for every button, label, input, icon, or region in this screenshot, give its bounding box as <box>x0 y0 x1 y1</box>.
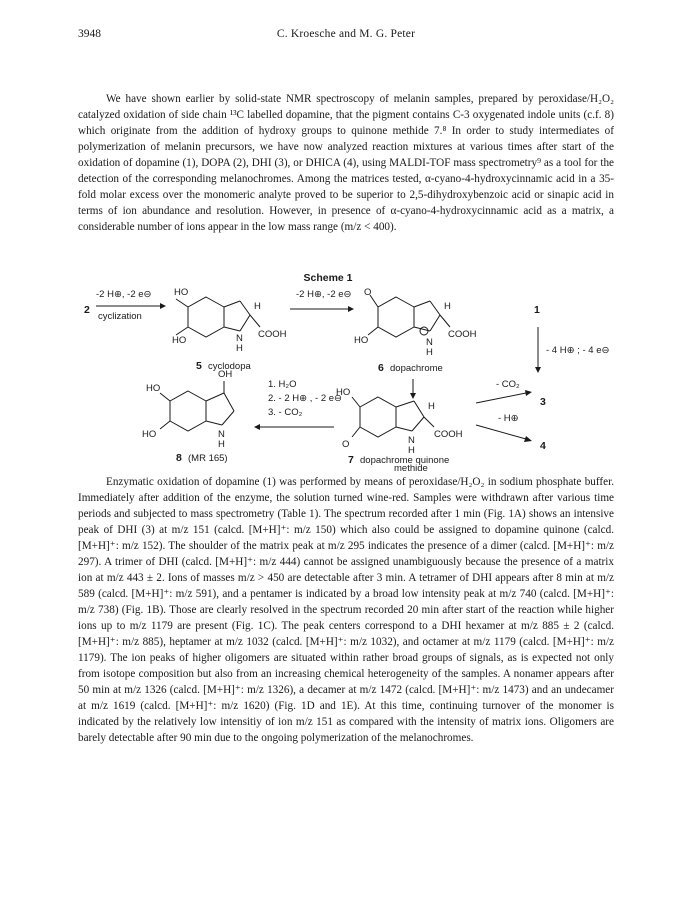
compound-7-nh: H <box>408 445 415 456</box>
dopachrome-cooh: COOH <box>448 329 477 340</box>
compound-8-structure <box>160 381 234 431</box>
step-6-4-label: - H⊕ <box>498 413 519 424</box>
compound-3-label: 3 <box>540 396 546 408</box>
compound-7-o: O <box>342 439 350 450</box>
paragraph-results: Enzymatic oxidation of dopamine (1) was performed by means of peroxidase/H₂O₂ in sodium phosphate buffer. Immediately after addition of the enzyme, the solution turned wine-red. Samples were withdrawn after various time periods and subjected to mass spectrometry (Table 1). The spectrum recorded after 1 min (Fig. 1A) shows an intensive peak of DHI (3) at m/z 151 (calcd. [M+H]⁺: m/z 150) which also could be assigned to dopamine quinone (calcd. [M+H]⁺: m/z 152). The shoulder of the matrix peak at m/z 295 indicates the presence of a dimer (calcd. [M+H]⁺: m/z 297). A trimer of DHI (calcd. [M+H]⁺: m/z 444) cannot be assigned unambiguously because the presence of a matrix ion at m/z 443 ± 2. Ions of masses m/z > 450 are detectable after 3 min. A tetramer of DHI appears after 8 min at m/z 589 (calcd. [M+H]⁺: m/z 591), and a pentamer is indicated by a broad low intensity peak at m/z 740 (calcd. [M+H]⁺: m/z 738) (Fig. 1B). Those are clearly resolved in the spectrum recorded 20 min after start of the reaction while higher ions up to m/z 1179 are present (Fig. 1C). The peak centers correspond to a DHI hexamer at m/z 885 ± 2 (calcd. [M+H]⁺: m/z 885), heptamer at m/z 1032 (calcd. [M+H]⁺: m/z 1032), and octamer at m/z 1179 (calcd. [M+H]⁺: m/z 1179). The ion peaks of higher oligomers are situated within rather broad groups of signals, as is expected not only from isotope composition but also from an increasing chemical heterogeneity of the samples. A nonamer appears after 50 min at m/z 1326 (calcd. [M+H]⁺: m/z 1326), a decamer at m/z 1472 (calcd. [M+H]⁺: m/z 1473) and an undecamer at m/z 1619 (calcd. [M+H]⁺: m/z 1620) (Fig. 1D and 1E). At this time, continuing turnover of the monomer is indicated by the relatively low intensitiy of ion m/z 151 as compared with the intensity of matrix ions. Oligomers are barely detectable after 90 min due to the ongoing polymerization of the melanochromes. <box>78 476 614 744</box>
step-1-6-reagents: - 4 H⊕ ; - 4 e⊖ <box>546 345 610 356</box>
dopachrome-ho: HO <box>354 335 369 346</box>
arrow-6-to-3-head <box>525 390 532 396</box>
page-number: 3948 <box>78 28 101 40</box>
compound-7-cooh: COOH <box>434 429 463 440</box>
compound-7-name-line1: dopachrome quinone <box>360 455 450 466</box>
compound-7-n: N <box>408 435 415 446</box>
cyclodopa-h: H <box>254 301 261 312</box>
step-7-8-line2: 2. - 2 H⊕ , - 2 e⊖ <box>268 393 342 404</box>
compound-8-ho-top: HO <box>146 383 161 394</box>
compound-7-structure <box>352 397 434 437</box>
cyclodopa-nh: H <box>236 343 243 354</box>
compound-8-n: N <box>218 429 225 440</box>
compound-7-h: H <box>428 401 435 412</box>
step-5-6-reagents: -2 H⊕, -2 e⊖ <box>296 289 352 300</box>
reaction-scheme <box>78 265 614 471</box>
dopachrome-n: N <box>426 337 433 348</box>
step-7-8-line1: 1. H₂O <box>268 379 297 390</box>
arrow-1-down-head <box>535 367 541 373</box>
compound-8-oh: OH <box>218 369 233 380</box>
compound-7-name-line2: methide <box>394 463 428 471</box>
cyclodopa-ho-bottom: HO <box>172 335 187 346</box>
dopachrome-nh: H <box>426 347 433 358</box>
cyclodopa-name: cyclodopa <box>208 361 251 372</box>
scheme-drawing <box>78 265 614 471</box>
scheme-title: Scheme 1 <box>303 272 353 284</box>
step-2-5-label: cyclization <box>98 311 142 322</box>
dopachrome-name: dopachrome <box>390 363 443 374</box>
compound-8-mass: (MR 165) <box>188 453 228 464</box>
cyclodopa-n: N <box>236 333 243 344</box>
cyclodopa-cooh: COOH <box>258 329 287 340</box>
arrow-2-to-5-head <box>160 303 166 309</box>
arrow-6-to-4 <box>476 425 526 439</box>
compound-8-ho-bottom: HO <box>142 429 157 440</box>
arrow-6-to-7-head <box>410 393 416 399</box>
dopachrome-h: H <box>444 301 451 312</box>
cyclodopa-ho-top: HO <box>174 287 189 298</box>
compound-1-label: 1 <box>534 304 540 316</box>
compound-7-number: 7 <box>348 454 354 466</box>
dopachrome-o: O <box>364 287 372 298</box>
step-2-5-reagents: -2 H⊕, -2 e⊖ <box>96 289 152 300</box>
arrow-7-to-8-head <box>254 424 260 430</box>
compound-8-number: 8 <box>176 452 182 464</box>
dopachrome-number: 6 <box>378 362 384 374</box>
dopachrome-structure <box>368 295 450 337</box>
arrow-6-to-3 <box>476 393 526 403</box>
arrow-5-to-6-head <box>348 306 354 312</box>
compound-8-nh: H <box>218 439 225 450</box>
compound-2-label: 2 <box>84 304 90 316</box>
step-6-3-label: - CO₂ <box>496 379 520 390</box>
arrow-6-to-4-head <box>524 436 532 442</box>
compound-7-ho: HO <box>336 387 351 398</box>
compound-4-label: 4 <box>540 440 546 452</box>
step-7-8-line3: 3. - CO₂ <box>268 407 303 418</box>
paragraph-intro: We have shown earlier by solid-state NMR spectroscopy of melanin samples, prepared by peroxidase/H₂O₂ catalyzed oxidation of side chain ¹³C labelled dopamine, that the pigment contains C-3 oxygenated indole units (c.f. 8) which originate from the addition of hydroxy groups to quinone methide 7.⁸ In order to study intermediates of polymerization of melanin precursors, we have now analyzed reaction mixtures at various times after start of the oxidation of dopamine (1), DOPA (2), DHI (3), or DHICA (4), using MALDI-TOF mass spectrometry⁹ as a tool for the detection of the corresponding melanochromes. Among the matrices tested, α-cyano-4-hydroxycinnamic acid in a 35-fold molar excess over the monomeric analyte proved to be superior to 2,5-dihydroxybenzoic acid or sinapic acid in terms of ion abundance and resolution. However, in presence of α-cyano-4-hydroxycinnamic acid as a matrix, a considerable number of ions appear in the low mass range (m/z < 400). <box>78 93 614 233</box>
cyclodopa-number: 5 <box>196 360 202 372</box>
cyclodopa-structure <box>176 297 260 337</box>
page-header <box>78 28 614 44</box>
running-head: C. Kroesche and M. G. Peter <box>276 28 416 40</box>
